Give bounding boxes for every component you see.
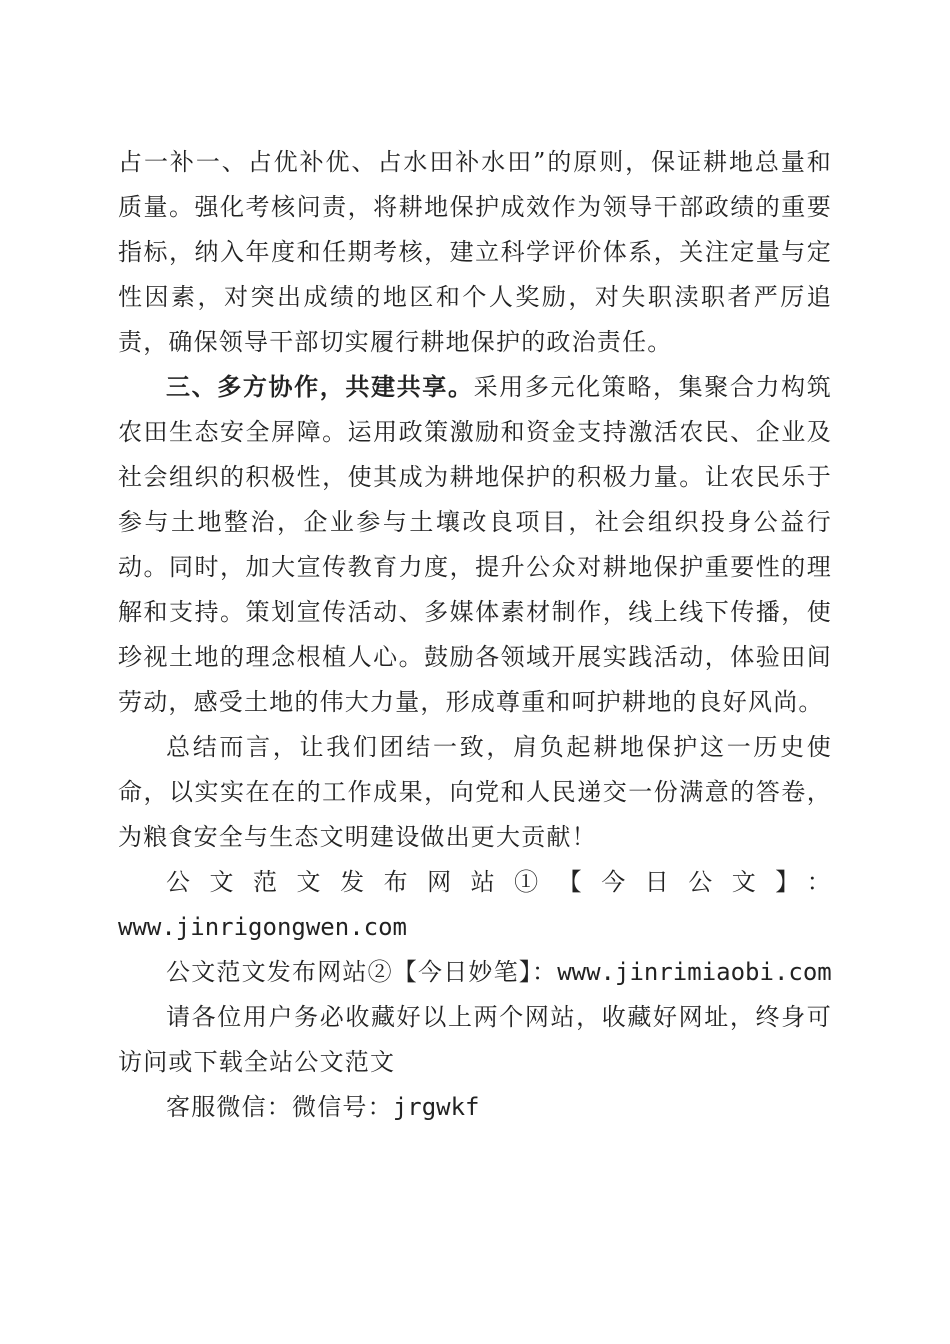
site-1-url[interactable]: www.jinrigongwen.com [118,913,407,941]
service-wechat-id: jrgwkf [392,1093,480,1121]
section-3-heading: 三、多方协作，共建共享。 [166,373,474,401]
document-page [118,140,832,1130]
paragraph-section-3 [118,365,832,725]
paragraph-conclusion: 总结而言，让我们团结一致，肩负起耕地保护这一历史使命，以实实在在的工作成果，向党和人民递交一份满意的答卷，为粮食安全与生态文明建设做出更大贡献！ [118,733,832,851]
footer-site-1 [118,860,832,950]
section-3-body: 采用多元化策略，集聚合力构筑农田生态安全屏障。运用政策激励和资金支持激活农民、企业及社会组织的积极性，使其成为耕地保护的积极力量。让农民乐于参与土地整治，企业参与土壤改良项目，社会组织投身公益行动。同时，加大宣传教育力度，提升公众对耕地保护重要性的理解和支持。策划宣传活动、多媒体素材制作，线上线下传播，使珍视土地的理念根植人心。鼓励各领域开展实践活动，体验田间劳动，感受土地的伟大力量，形成尊重和呵护耕地的良好风尚。 [118,373,832,716]
site-1-label: 公文范文发布网站①【今日公文】： [166,868,832,896]
footer-site-2 [118,950,832,995]
paragraph-principles: 占一补一、占优补优、占水田补水田”的原则，保证耕地总量和质量。强化考核问责，将耕地保护成效作为领导干部政绩的重要指标，纳入年度和任期考核，建立科学评价体系，关注定量与定性因素，对突出成绩的地区和个人奖励，对失职渎职者严厉追责，确保领导干部切实履行耕地保护的政治责任。 [118,148,832,356]
footer-customer-service [118,1085,832,1130]
site-2-url[interactable]: www.jinrimiaobi.com [557,958,832,986]
site-2-label: 公文范文发布网站②【今日妙笔】： [166,958,558,986]
footer-notice: 请各位用户务必收藏好以上两个网站，收藏好网址，终身可访问或下载全站公文范文 [118,1003,832,1076]
service-label: 客服微信：微信号： [166,1093,393,1121]
